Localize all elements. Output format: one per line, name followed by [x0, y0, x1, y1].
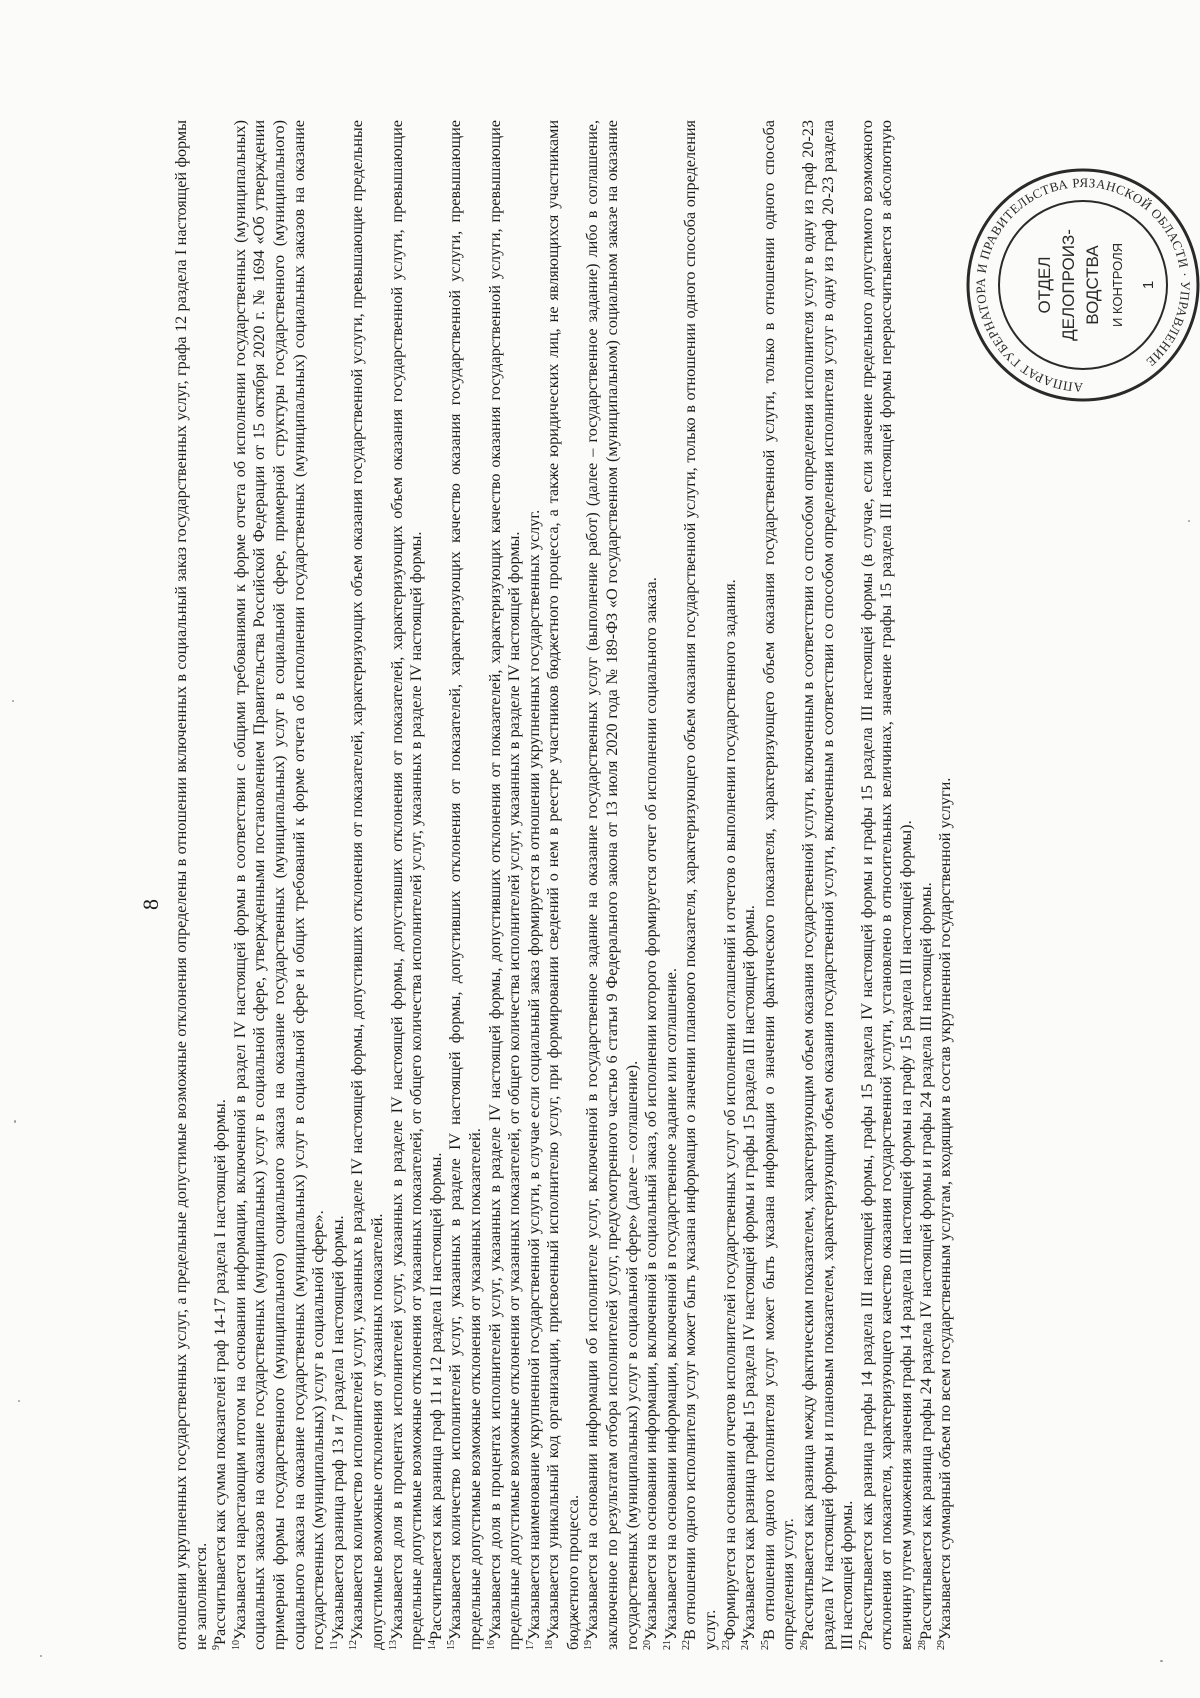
footnote-number: 14: [426, 1640, 438, 1650]
footnote-number: 19: [583, 1640, 595, 1650]
footnote-number: 10: [230, 1640, 242, 1650]
footnote: [858, 120, 917, 1650]
footnote-text: Указывается наименование укрупненной государственной услуги, в случае если социальный заказ формируется в отношении укрупненных государственных услуг.: [524, 509, 543, 1640]
footnote-text: Указывается нарастающим итогом на основании информации, включенной в раздел IV настоящей формы в соответствии с общими требованиями к форме отчета об исполнении государственных (муниципальных) социальных заказов на оказание государственных (муниципальных) услуг в социальной сфере, утвержденными постановлением Правительства Российской Федерации от 15 октября 2020 г. № 1694 «Об утверждении примерной формы государственного (муниципального) социального заказа на оказание государственных (муниципальных) услуг в социальной сфере, примерной структуры государственного (муниципального) социального заказа на оказание государственных (муниципальных) услуг в социальной сфере и общих требований к форме отчета об исполнении государственных (муниципальных) социальных заказов на оказание государственных (муниципальных) услуг в социальной сфере».: [230, 120, 328, 1650]
footnote-number: 15: [446, 1640, 458, 1650]
footnote-number: 11: [328, 1640, 340, 1650]
scan-speck: [14, 1120, 16, 1123]
footnote-number: 13: [387, 1640, 399, 1650]
footnote-number: 21: [661, 1640, 673, 1650]
footnote-text: Указывается количество исполнителей услуг, указанных в разделе IV настоящей формы, допустивших отклонения от показателей, характеризующих объем оказания государственной услуги, превышающие предельные допустимые возможные отклонения от указанных показателей.: [348, 120, 386, 1650]
footnote: [936, 120, 956, 1650]
footnote-text: отношении укрупненных государственных услуг, а предельные допустимые возможные отклонения определены в отношении включенных в социальный заказ государственных услуг, графа 12 раздела I настоящей формы не заполняется.: [172, 120, 210, 1650]
footnote-number: 28: [916, 1640, 928, 1650]
footnote-number: 25: [759, 1640, 771, 1650]
footnote-number: 23: [720, 1640, 732, 1650]
footnote-text: Рассчитывается как разница между фактическим показателем, характеризующим объем оказания государственной услуги, включенным в соответствии со способом определения исполнителя услуг в одну из граф 20-23 раздела IV настоящей формы и плановым показателем, характеризующим объем оказания государственной услуги, включенным в соответствии со способом определения исполнителя услуг в одну из граф 20-23 раздела III настоящей формы.: [799, 120, 857, 1650]
footnote-number: 22: [681, 1640, 693, 1650]
footnote-text: Указывается на основании информации, включенной в социальный заказ, об исполнении которого формируется отчет об исполнении социального заказа.: [642, 577, 661, 1640]
office-stamp: [958, 160, 1200, 410]
footnote: [172, 120, 211, 1650]
footnote: [427, 120, 447, 1650]
footnote: [388, 120, 427, 1650]
footnote-number: 29: [936, 1640, 948, 1650]
footnote: [681, 120, 720, 1650]
footnote-text: Формируется на основании отчетов исполнителей государственных услуг об исполнении соглашений и отчетов о выполнении государственного задания.: [720, 579, 739, 1640]
footnote: [446, 120, 485, 1650]
footnote: [642, 120, 662, 1650]
footnote-number: 26: [799, 1640, 810, 1650]
footnote: [917, 120, 937, 1650]
footnote-text: Указывается на основании информации об исполнителе услуг, включенной в государственное задание на оказание государственных услуг (выполнение работ) (далее – государственное задание) либо в соглашение, заключенное по результатам отбора исполнителей услуг, предусмотренного частью 6 статьи 9 Федерального закона от 13 июля 2020 года № 189-ФЗ «О государственном (муниципальном) социальном заказе на оказание государственных (муниципальных) услуг в социальной сфере» (далее – соглашение).: [583, 120, 641, 1650]
footnote: [486, 120, 525, 1650]
footnote: [799, 120, 858, 1650]
footnote-text: Указывается суммарный объем по всем государственным услугам, входящим в состав укрупненной государственной услуги.: [936, 777, 955, 1640]
footnote-text: Рассчитывается как сумма показателей граф 14-17 раздела I настоящей формы.: [211, 1099, 230, 1645]
footnote: [525, 120, 545, 1650]
footnote-number: 17: [524, 1640, 536, 1650]
footnote: [329, 120, 349, 1650]
footnote: [231, 120, 329, 1650]
footnote: [740, 120, 760, 1650]
stamp-index: 1: [1140, 280, 1157, 290]
footnote-text: Рассчитывается как разница граф 11 и 12 раздела II настоящей формы.: [426, 1152, 445, 1640]
scan-speck: [18, 1400, 20, 1402]
footnote: [211, 120, 231, 1650]
scan-speck: [12, 700, 14, 702]
footnote: [662, 120, 682, 1650]
footnote-number: 16: [485, 1640, 497, 1650]
footnote-number: 9: [211, 1645, 223, 1650]
stamp-outer-text: АППАРАТ ГУБЕРНАТОРА И ПРАВИТЕЛЬСТВА РЯЗАНСКОЙ ОБЛАСТИ · УПРАВЛЕНИЕ: [972, 174, 1194, 396]
rotated-document-page: [130, 100, 1200, 1680]
footnote-text: В отношении одного исполнителя услуг может быть указана информация о значении фактического показателя, характеризующего объем оказания государственной услуги, только в отношении одного способа определения услуг.: [759, 120, 798, 1650]
footnote-text: Указывается на основании информации, включенной в государственное задание или соглашение.: [661, 968, 680, 1640]
stamp-line-3: ВОДСТВА: [1083, 245, 1102, 325]
footnote-text: Рассчитывается как разница графы 24 раздела IV настоящей формы и графы 24 раздела III настоящей формы.: [916, 882, 935, 1640]
footnote: [348, 120, 387, 1650]
footnote-text: Указывается разница граф 13 и 7 раздела I настоящей формы.: [328, 1215, 347, 1641]
footnote-text: Указывается количество исполнителей услуг, указанных в разделе IV настоящей формы, допустивших отклонения от показателей, характеризующих качество оказания государственной услуги, превышающие предельные допустимые возможные отклонения от указанных показателей.: [446, 120, 484, 1650]
footnote-number: 27: [857, 1640, 869, 1650]
footnote-number: 18: [544, 1640, 556, 1650]
footnote-text: Рассчитывается как разница графы 14 раздела III настоящей формы, графы 15 раздела IV настоящей формы и графы 15 раздела III настоящей формы (в случае, если значение предельного допустимого возможного отклонения от показателя, характеризующего качество оказания государственной услуги, установлено в относительных величинах, значение графы 15 раздела III настоящей формы перерассчитывается в абсолютную величину путем умножения значения графы 14 раздела III настоящей формы на графу 15 раздела III настоящей формы).: [857, 120, 915, 1650]
footnote-text: В отношении одного исполнителя услуг может быть указана информация о значении планового показателя, характеризующего объем оказания государственной услуги, только в отношении одного способа определения услуг.: [681, 120, 720, 1650]
page-number: 8: [138, 899, 163, 910]
footnote-text: Указывается доля в процентах исполнителей услуг, указанных в разделе IV настоящей формы, допустивших отклонения от показателей, характеризующих объем оказания государственной услуги, превышающие предельные допустимые возможные отклонения от указанных показателей, от общего количества исполнителей услуг, указанных в разделе IV настоящей формы.: [387, 120, 426, 1650]
footnote-text: Указывается как разница графы 15 раздела IV настоящей формы и графы 15 раздела III настоящей формы.: [740, 905, 759, 1640]
stamp-line-4: И КОНТРОЛЯ: [1110, 242, 1125, 328]
footnote: [583, 120, 642, 1650]
footnote: [760, 120, 799, 1650]
footnotes-block: [172, 120, 956, 1650]
scan-speck: [40, 1655, 42, 1657]
footnote-number: 24: [740, 1640, 752, 1650]
footnote-number: 12: [348, 1640, 360, 1650]
footnote-text: Указывается уникальный код организации, присвоенный исполнителю услуг, при формировании сведений о нем в реестре участников бюджетного процесса, а также юридических лиц, не являющихся участниками бюджетного процесса.: [544, 120, 582, 1650]
footnote-number: 20: [642, 1640, 654, 1650]
footnote: [544, 120, 583, 1650]
stamp-line-2: ДЕЛОПРОИЗ-: [1059, 229, 1078, 341]
stamp-line-1: ОТДЕЛ: [1035, 256, 1054, 314]
footnote: [721, 120, 741, 1650]
footnote-text: Указывается доля в процентах исполнителей услуг, указанных в разделе IV настоящей формы, допустивших отклонения от показателей, характеризующих качество оказания государственной услуги, превышающие предельные допустимые возможные отклонения от указанных показателей, от общего количества исполнителей услуг, указанных в разделе IV настоящей формы.: [485, 120, 524, 1650]
